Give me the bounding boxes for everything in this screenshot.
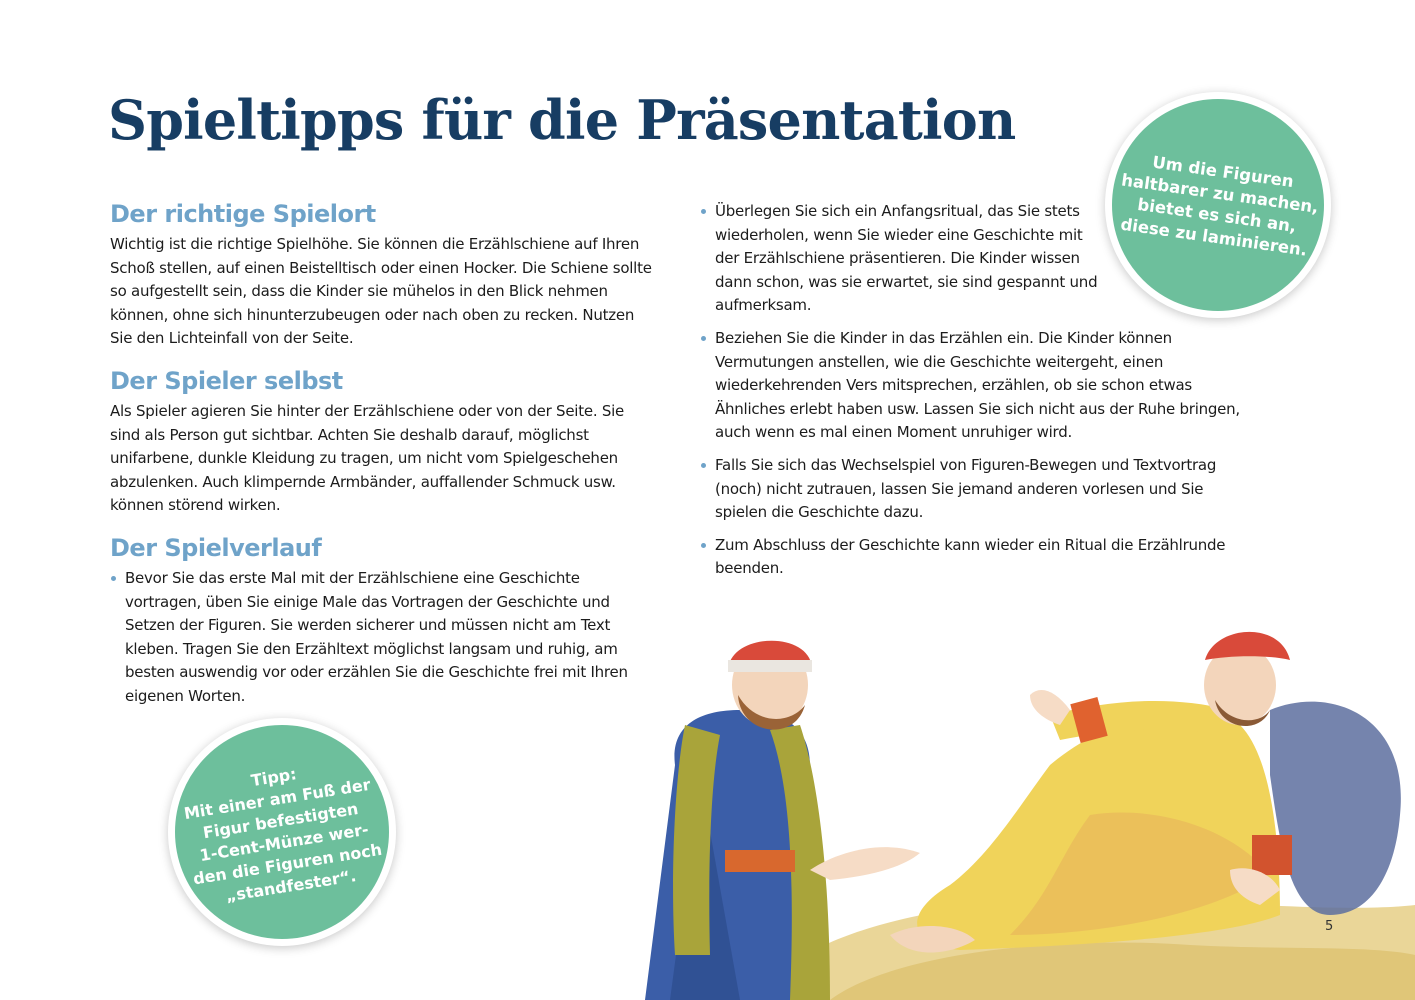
bullet-icon	[701, 209, 706, 214]
page-title: Spieltipps für die Präsentation	[108, 88, 1016, 152]
left-column	[110, 200, 655, 718]
spielverlauf-list	[110, 567, 655, 709]
list-item	[700, 454, 1245, 525]
coin-tip-bubble	[168, 718, 396, 946]
reclining-hat	[1205, 632, 1290, 660]
list-item	[110, 567, 655, 709]
section-heading-spieler: Der Spieler selbst	[110, 366, 343, 395]
laminate-tip-bubble	[1105, 92, 1331, 318]
section-text-spielort: Wichtig ist die richtige Spielhöhe. Sie können die Erzählschiene auf Ihren Schoß stellen, auf einen Beistelltisch oder einen Hocker. Die Schiene sollte so aufgestellt sein, dass die Kinder sie mühelos in den Blick nehmen können, ohne sich hinunterzubeugen oder nach oben zu recken. Nutzen Sie den Lichteinfall von der Seite.	[110, 235, 652, 348]
section-heading-spielverlauf: Der Spielverlauf	[110, 533, 322, 562]
list-item-text: Bevor Sie das erste Mal mit der Erzählschiene eine Geschichte vortragen, üben Sie einige Male das Vortragen der Geschichte und Setzen der Figuren. Sie werden sicherer und müssen nicht am Text kleben. Tragen Sie den Erzähltext möglichst langsam und ruhig, am besten auswendig vor oder erzählen Sie die Geschichte frei mit Ihren eigenen Worten.	[125, 568, 628, 705]
reclining-cuff	[1252, 835, 1292, 875]
list-item-text: Beziehen Sie die Kinder in das Erzählen ein. Die Kinder können Vermutungen anstellen, wie die Geschichte weitergeht, einen wiederkehrenden Vers mitsprechen, erzählen, ob sie schon etwas Ähnliches erlebt haben usw. Lassen Sie sich nicht aus der Ruhe bringen, auch wenn es mal einen Moment unruhiger wird.	[715, 328, 1240, 442]
list-item	[700, 327, 1245, 445]
section-heading-spielort: Der richtige Spielort	[110, 200, 376, 228]
standing-belt	[725, 850, 795, 872]
list-item	[700, 534, 1245, 581]
story-illustration	[630, 615, 1415, 1000]
list-item-text: Überlegen Sie sich ein Anfangsritual, das Sie stets wiederholen, wenn Sie wieder eine Geschichte mit der Erzählschiene präsentieren. Die Kinder wissen dann schon, was sie erwartet, sie sind gespannt und aufmerksam.	[715, 202, 1098, 315]
bullet-icon	[701, 463, 706, 468]
page-number: 5	[1325, 919, 1334, 934]
bundle-sack	[1270, 702, 1401, 915]
section-text-spieler: Als Spieler agieren Sie hinter der Erzählschiene oder von der Seite. Sie sind als Person gut sichtbar. Achten Sie deshalb darauf, möglichst unifarbene, dunkle Kleidung zu tragen, um nicht vom Spielgeschehen abzulenken. Auch klimpernde Armbänder, auffallender Schmuck usw. können störend wirken.	[110, 401, 625, 515]
list-item-text: Zum Abschluss der Geschichte kann wieder ein Ritual die Erzählrunde beenden.	[715, 535, 1226, 578]
standing-hand	[810, 847, 920, 880]
list-item	[700, 200, 1100, 318]
laminate-tip-text: Um die Figuren haltbarer zu machen, bietet es sich an, diese zu laminieren.	[1119, 152, 1320, 260]
coin-tip-text: Tipp: Mit einer am Fuß der Figur befestigten 1-Cent-Münze wer- den die Figuren noch „standfester“.	[182, 764, 383, 906]
bullet-icon	[701, 336, 706, 341]
bullet-icon	[701, 543, 706, 548]
list-item-text: Falls Sie sich das Wechselspiel von Figuren-Bewegen und Textvortrag (noch) nicht zutrauen, lassen Sie jemand anderen vorlesen und Sie spielen die Geschichte dazu.	[715, 455, 1217, 522]
bullet-icon	[111, 576, 116, 581]
standing-hat-band	[728, 660, 812, 672]
